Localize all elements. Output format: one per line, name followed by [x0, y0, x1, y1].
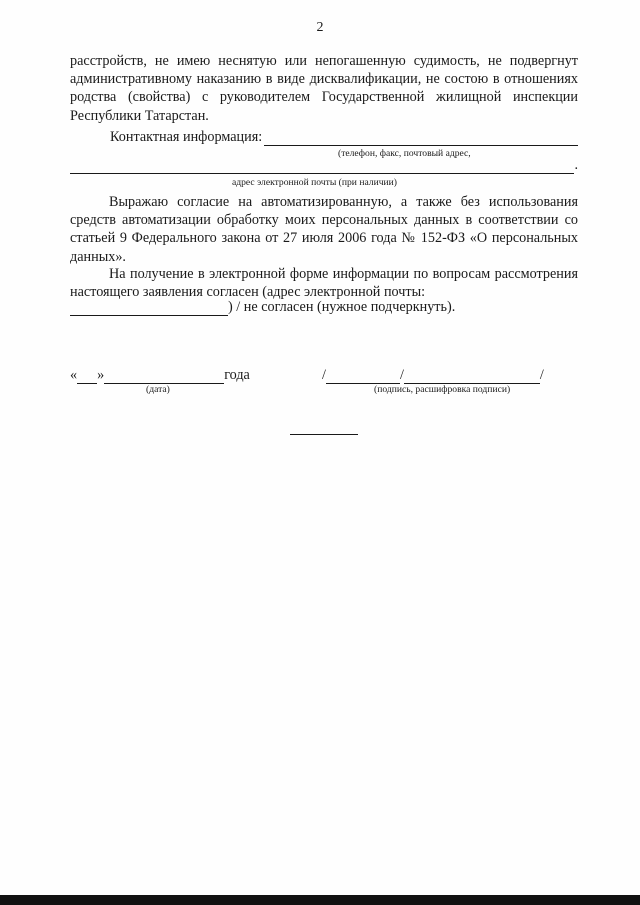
slash-3: / [539, 367, 544, 383]
contact-caption-phone: (телефон, факс, почтовый адрес, [338, 148, 471, 159]
year-word: года [224, 367, 250, 383]
scan-bottom-edge [0, 895, 640, 905]
signature-caption: (подпись, расшифровка подписи) [374, 384, 511, 395]
contact-line-period: . [574, 157, 578, 173]
date-caption: (дата) [146, 384, 170, 395]
date-row [70, 367, 250, 384]
quote-open: « [70, 367, 78, 383]
signature-field[interactable] [326, 370, 400, 384]
contact-info-line-2 [70, 157, 578, 174]
contact-info-label: Контактная информация: [110, 129, 263, 145]
signature-name-field[interactable] [404, 370, 540, 384]
contact-info-field-2[interactable] [70, 161, 574, 174]
paragraph-consent: Выражаю согласие на автоматизированную, а также без использования средств автоматизации обработку моих персональных данных в соответствии со статьей 9 Федерального закона от 27 июля 2006 года № 152-ФЗ «О персональных данных». [70, 194, 578, 265]
contact-info-line [110, 129, 578, 146]
paragraph-electronic-info: На получение в электронной форме информации по вопросам рассмотрения настоящего заявления согласен (адрес электронной почты: [70, 266, 578, 301]
email-field[interactable] [70, 302, 228, 316]
email-line [70, 299, 455, 316]
signature-row [322, 367, 544, 384]
email-suffix: ) / не согласен (нужное подчеркнуть). [228, 299, 456, 315]
page-number: 2 [316, 20, 324, 35]
day-field[interactable] [77, 370, 97, 384]
slash-2: / [399, 367, 404, 383]
slash-1: / [322, 367, 326, 383]
month-field[interactable] [104, 370, 224, 384]
quote-close: » [97, 367, 105, 383]
contact-caption-email: адрес электронной почты (при наличии) [232, 177, 398, 188]
paragraph-declaration: расстройств, не имею неснятую или непогашенную судимость, не подвергнут административному наказанию в виде дисквалификации, не состою в отношениях родства (свойства) с руководителем Государственной жилищной инспекции Республики Татарстан. [70, 53, 578, 124]
contact-info-field[interactable] [264, 132, 578, 146]
end-divider [290, 434, 358, 435]
